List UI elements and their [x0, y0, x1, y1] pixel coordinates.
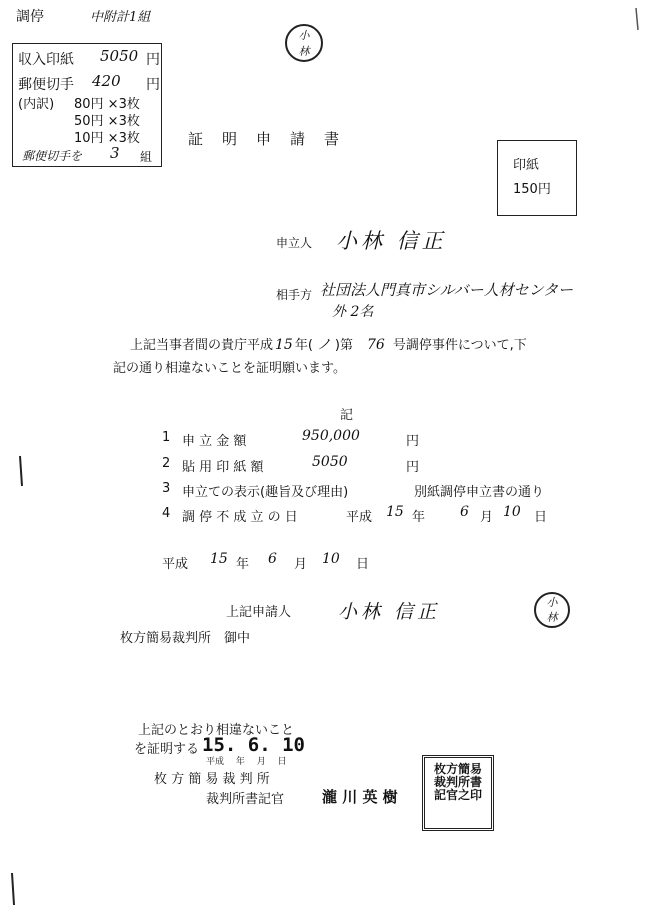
revenue-amount: 5050	[100, 47, 139, 65]
stamp-sets-label: 郵便切手を	[22, 149, 83, 163]
signer-seal: 小林	[534, 592, 570, 628]
signer-label: 上記申請人	[226, 605, 292, 620]
stamp-sets-value: 3	[110, 144, 120, 162]
cert-date-stamp: 15. 6. 10	[202, 734, 305, 756]
date-month: 6	[268, 551, 277, 567]
date-year-label: 年	[236, 557, 250, 572]
item-unit: 円	[406, 434, 420, 449]
stamp-slot-amount: 150円	[513, 182, 551, 197]
date-day: 10	[322, 551, 340, 567]
item-value: 950,000	[302, 428, 360, 444]
body-line-2: 記の通り相違ないことを証明願います。	[113, 361, 346, 376]
breakdown-label: (内訳)	[18, 97, 55, 112]
cert-court-name: 枚 方 簡 易 裁 判 所	[154, 772, 270, 787]
postage-amount: 420	[92, 72, 121, 90]
revenue-label: 収入印紙	[18, 52, 74, 68]
item-no: 4	[162, 506, 171, 521]
item-label: 申 立 金 額	[182, 434, 247, 449]
item-value: 別紙調停申立書の通り	[414, 485, 545, 500]
court-clerk-official-seal: 枚方簡易 裁判所書 記官之印	[422, 755, 494, 831]
item-unit: 円	[406, 460, 420, 475]
stamp-slot-label: 印紙	[513, 158, 540, 173]
document-title: 証 明 申 請 書	[188, 130, 342, 148]
respondent-others: 外 2名	[332, 304, 374, 320]
cert-line-2: を証明する	[134, 742, 200, 757]
item-no: 1	[162, 430, 171, 445]
item4-day: 10	[503, 504, 521, 520]
breakdown-row: 10円 ×3枚	[74, 131, 140, 146]
signer-name: 小林 信正	[338, 601, 441, 623]
date-year: 15	[210, 551, 228, 567]
item-no: 2	[162, 456, 171, 471]
item-value: 5050	[312, 454, 348, 470]
cert-line-1: 上記のとおり相違ないこと	[138, 723, 295, 738]
item-no: 3	[162, 481, 171, 496]
respondent-name: 社団法人門真市シルバー人材センター	[320, 281, 573, 299]
revenue-yen: 円	[146, 52, 160, 68]
body-line-1: 上記当事者間の貴庁平成 15 年( ノ )第 76 号調停事件について,下	[130, 337, 527, 353]
applicant-seal-top: 小林	[285, 24, 323, 62]
item4-month-label: 月	[480, 510, 494, 525]
ki-heading: 記	[340, 408, 354, 423]
item4-month: 6	[460, 504, 469, 520]
date-era: 平成	[162, 557, 189, 572]
applicant-name: 小林 信正	[336, 229, 447, 253]
date-day-label: 日	[356, 557, 370, 572]
stamp-sets-unit: 組	[140, 150, 153, 164]
date-month-label: 月	[294, 557, 308, 572]
cert-clerk-title: 裁判所書記官	[206, 792, 285, 807]
postage-label: 郵便切手	[18, 77, 74, 93]
item4-year-label: 年	[412, 510, 426, 525]
breakdown-row: 50円 ×3枚	[74, 114, 140, 129]
applicant-label: 申立人	[276, 236, 313, 250]
item-label: 申立ての表示(趣旨及び理由)	[182, 485, 349, 500]
court-addressee: 枚方簡易裁判所 御中	[120, 631, 251, 646]
item-label: 調 停 不 成 立 の 日	[182, 510, 298, 525]
cert-clerk-name: 瀧 川 英 樹	[322, 788, 398, 806]
postage-yen: 円	[146, 77, 160, 93]
item4-year: 15	[386, 504, 404, 520]
cert-date-caption: 平成 年 月 日	[206, 757, 287, 767]
header-label: 調停	[16, 9, 44, 25]
item-label: 貼 用 印 紙 額	[182, 460, 264, 475]
breakdown-row: 80円 ×3枚	[74, 97, 140, 112]
respondent-label: 相手方	[276, 288, 313, 302]
item4-era: 平成	[346, 510, 373, 525]
case-note: 中附計1組	[90, 10, 151, 25]
item4-day-label: 日	[534, 510, 548, 525]
